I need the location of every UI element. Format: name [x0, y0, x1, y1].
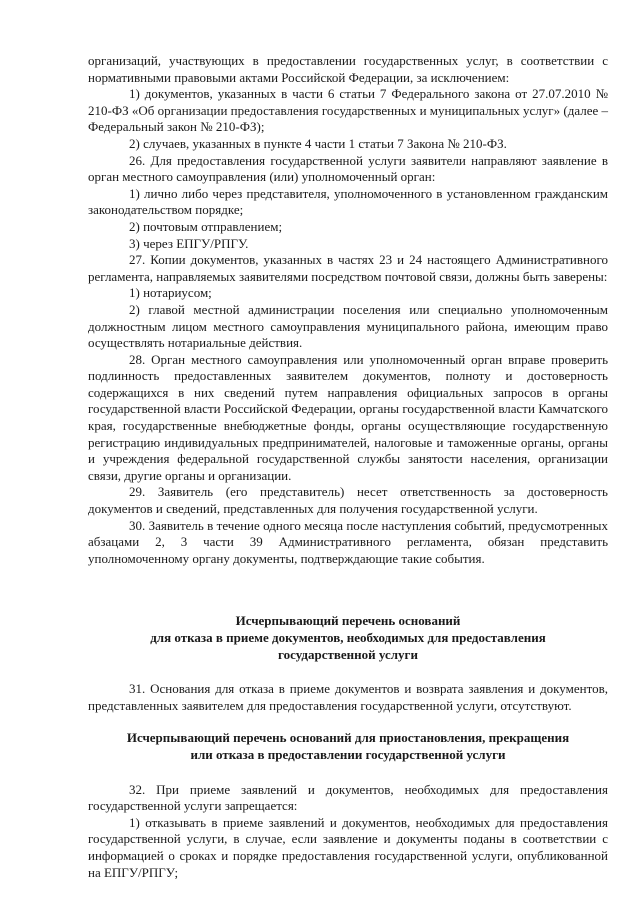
paragraph-item-1: 1) документов, указанных в части 6 статьи 7 Федерального закона от 27.07.2010 № 210-ФЗ «Об организации предоставления государственных и муниципальных услуг» (далее – Федеральный закон № 210-ФЗ); — [88, 86, 608, 135]
paragraph-26-item-1: 1) лично либо через представителя, уполномоченного в установленном гражданским законодательством порядке; — [88, 185, 608, 218]
paragraph-28: 28. Орган местного самоуправления или уполномоченный орган вправе проверить подлинность предоставленных заявителем документов, полноту и достоверность содержащихся в них сведений путем направления официальных запросов в органы государственной власти Российской Федерации, органы государственной власти Камчатского края, государственные внебюджетные фонды, органы осуществляющие государственную регистрацию индивидуальных предпринимателей, налоговые и таможенные органы, органы и учреждения федеральной государственной службы занятости населения, организации связи, другие органы и организации. — [88, 351, 608, 483]
paragraph-26-item-2: 2) почтовым отправлением; — [129, 218, 283, 234]
paragraph-29: 29. Заявитель (его представитель) несет ответственность за достоверность документов и сведений, представленных для получения государственной услуги. — [88, 484, 608, 517]
heading-line: для отказа в приеме документов, необходимых для предоставления — [150, 630, 546, 645]
heading-line: Исчерпывающий перечень оснований для приостановления, прекращения — [126, 730, 570, 746]
document-page — [88, 53, 608, 881]
paragraph-32: 32. При приеме заявлений и документов, необходимых для предоставления государственной услуги запрещается: — [88, 781, 608, 814]
paragraph-26-item-3: 3) через ЕПГУ/РПГУ. — [129, 235, 249, 251]
heading-line: государственной услуги — [278, 646, 418, 662]
section-heading-suspension-reasons — [88, 730, 608, 763]
paragraph-26: 26. Для предоставления государственной услуги заявители направляют заявление в орган местного самоуправления (или) уполномоченный орган: — [88, 152, 608, 185]
paragraph-30: 30. Заявитель в течение одного месяца после наступления событий, предусмотренных абзацами 2, 3 части 39 Административного регламента, обязан представить уполномоченному органу документы, подтверждающие такие события. — [88, 517, 608, 566]
paragraph-27-item-1: 1) нотариусом; — [129, 285, 212, 301]
heading-line: Исчерпывающий перечень оснований — [235, 613, 461, 629]
section-heading-refusal-reasons — [88, 613, 608, 663]
paragraph-27-item-2: 2) главой местной администрации поселения или специально уполномоченным должностным лицом местного самоуправления муниципального района, имеющим право осуществлять нотариальные действия. — [88, 301, 608, 351]
paragraph-continuation: организаций, участвующих в предоставлении государственных услуг, в соответствии с нормативными правовыми актами Российской Федерации, за исключением: — [88, 53, 608, 85]
paragraph-32-item-1: 1) отказывать в приеме заявлений и документов, необходимых для предоставления государственной услуги, в случае, если заявление и документы поданы в соответствии с информацией о сроках и порядке предоставления государственной услуги, опубликованной на ЕПГУ/РПГУ; — [88, 814, 608, 880]
paragraph-27: 27. Копии документов, указанных в частях 23 и 24 настоящего Административного регламента, направляемых заявителями посредством почтовой связи, должны быть заверены: — [88, 252, 608, 284]
heading-line: или отказа в предоставлении государственной услуги — [190, 746, 506, 762]
paragraph-31: 31. Основания для отказа в приеме документов и возврата заявления и документов, представленных заявителем для предоставления государственной услуги, отсутствуют. — [88, 681, 608, 713]
paragraph-item-2: 2) случаев, указанных в пункте 4 части 1 статьи 7 Закона № 210-ФЗ. — [129, 135, 507, 151]
